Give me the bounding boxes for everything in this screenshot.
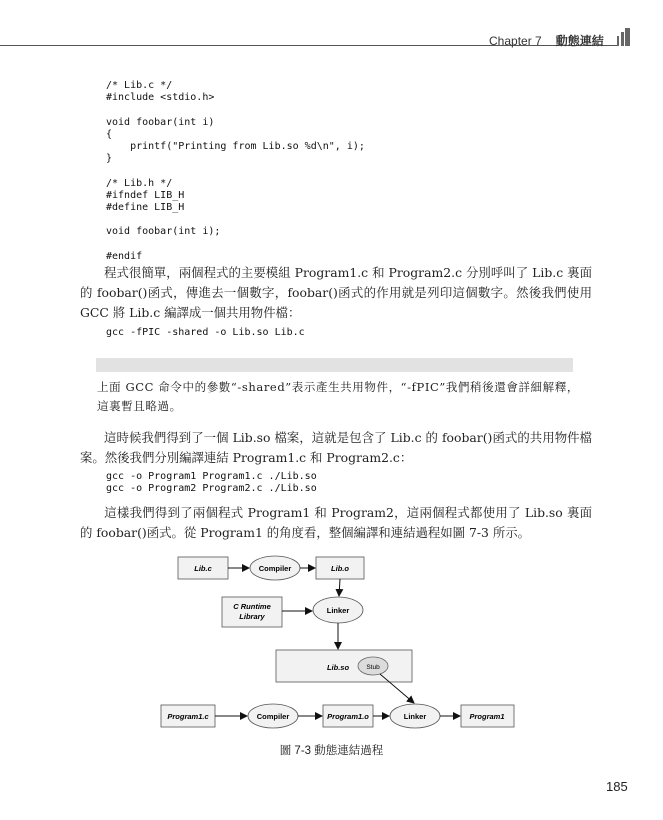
node-lib-o-label: Lib.o [331, 564, 349, 573]
node-lib-c-label: Lib.c [194, 564, 212, 573]
page-number: 185 [606, 779, 628, 794]
paragraph-3: 這樣我們得到了兩個程式 Program1 和 Program2，這兩個程式都使用了 Lib.so 裏面的 foobar()函式。從 Program1 的角度看，整個編譯和連結過程如圖 7-3 所示。 [80, 505, 592, 540]
chapter-title: 動態連結 [555, 34, 604, 48]
figure-caption: 圖 7-3 動態連結過程 [279, 745, 384, 757]
paragraph-1: 程式很簡單，兩個程式的主要模組 Program1.c 和 Program2.c 分別呼叫了 Lib.c 裏面的 foobar()函式，傳進去一個數字，foobar()函式的作用就是列印這個數字。然後我們使用 GCC 將 Lib.c 編譯成一個共用物件檔： [80, 265, 592, 320]
node-c-runtime-label-1: C Runtime [233, 602, 271, 611]
note-divider-bar [96, 358, 573, 372]
code-block-lib: /* Lib.c */ #include <stdio.h> void foobar(int i) { printf("Printing from Lib.so %d\n", i); } /* Lib.h */ #ifndef LIB_H #define LIB_H void foobar(int i); #endif [106, 80, 365, 262]
chapter-label: Chapter 7 [489, 34, 542, 48]
node-compiler-top-label: Compiler [258, 564, 292, 573]
header-bars-decoration [617, 28, 630, 46]
code-block-gcc-shared: gcc -fPIC -shared -o Lib.so Lib.c [106, 327, 305, 338]
node-compiler-bottom-label: Compiler [256, 712, 290, 721]
note-text: 上面 GCC 命令中的參數“-shared”表示產生共用物件，“-fPIC”我們稍後還會詳細解釋，這裏暫且略過。 [97, 380, 579, 413]
node-c-runtime-label-2: Library [239, 612, 265, 621]
node-linker-top-label: Linker [326, 606, 350, 615]
node-program1-label: Program1 [469, 712, 505, 721]
running-header [489, 32, 604, 49]
node-program1-o-label: Program1.o [327, 712, 369, 721]
dynamic-linking-diagram [158, 550, 528, 735]
node-program1-c-label: Program1.c [167, 712, 209, 721]
code-block-gcc-link: gcc -o Program1 Program1.c ./Lib.so gcc -o Program2 Program2.c ./Lib.so [106, 471, 317, 495]
node-linker-bottom-label: Linker [403, 712, 427, 721]
arrow-libo-linker [339, 579, 340, 596]
node-stub-label: Stub [366, 664, 380, 671]
node-lib-so-label: Lib.so [326, 663, 350, 672]
paragraph-2: 這時候我們得到了一個 Lib.so 檔案，這就是包含了 Lib.c 的 foobar()函式的共用物件檔案。然後我們分別編譯連結 Program1.c 和 Program2.c： [80, 430, 592, 465]
